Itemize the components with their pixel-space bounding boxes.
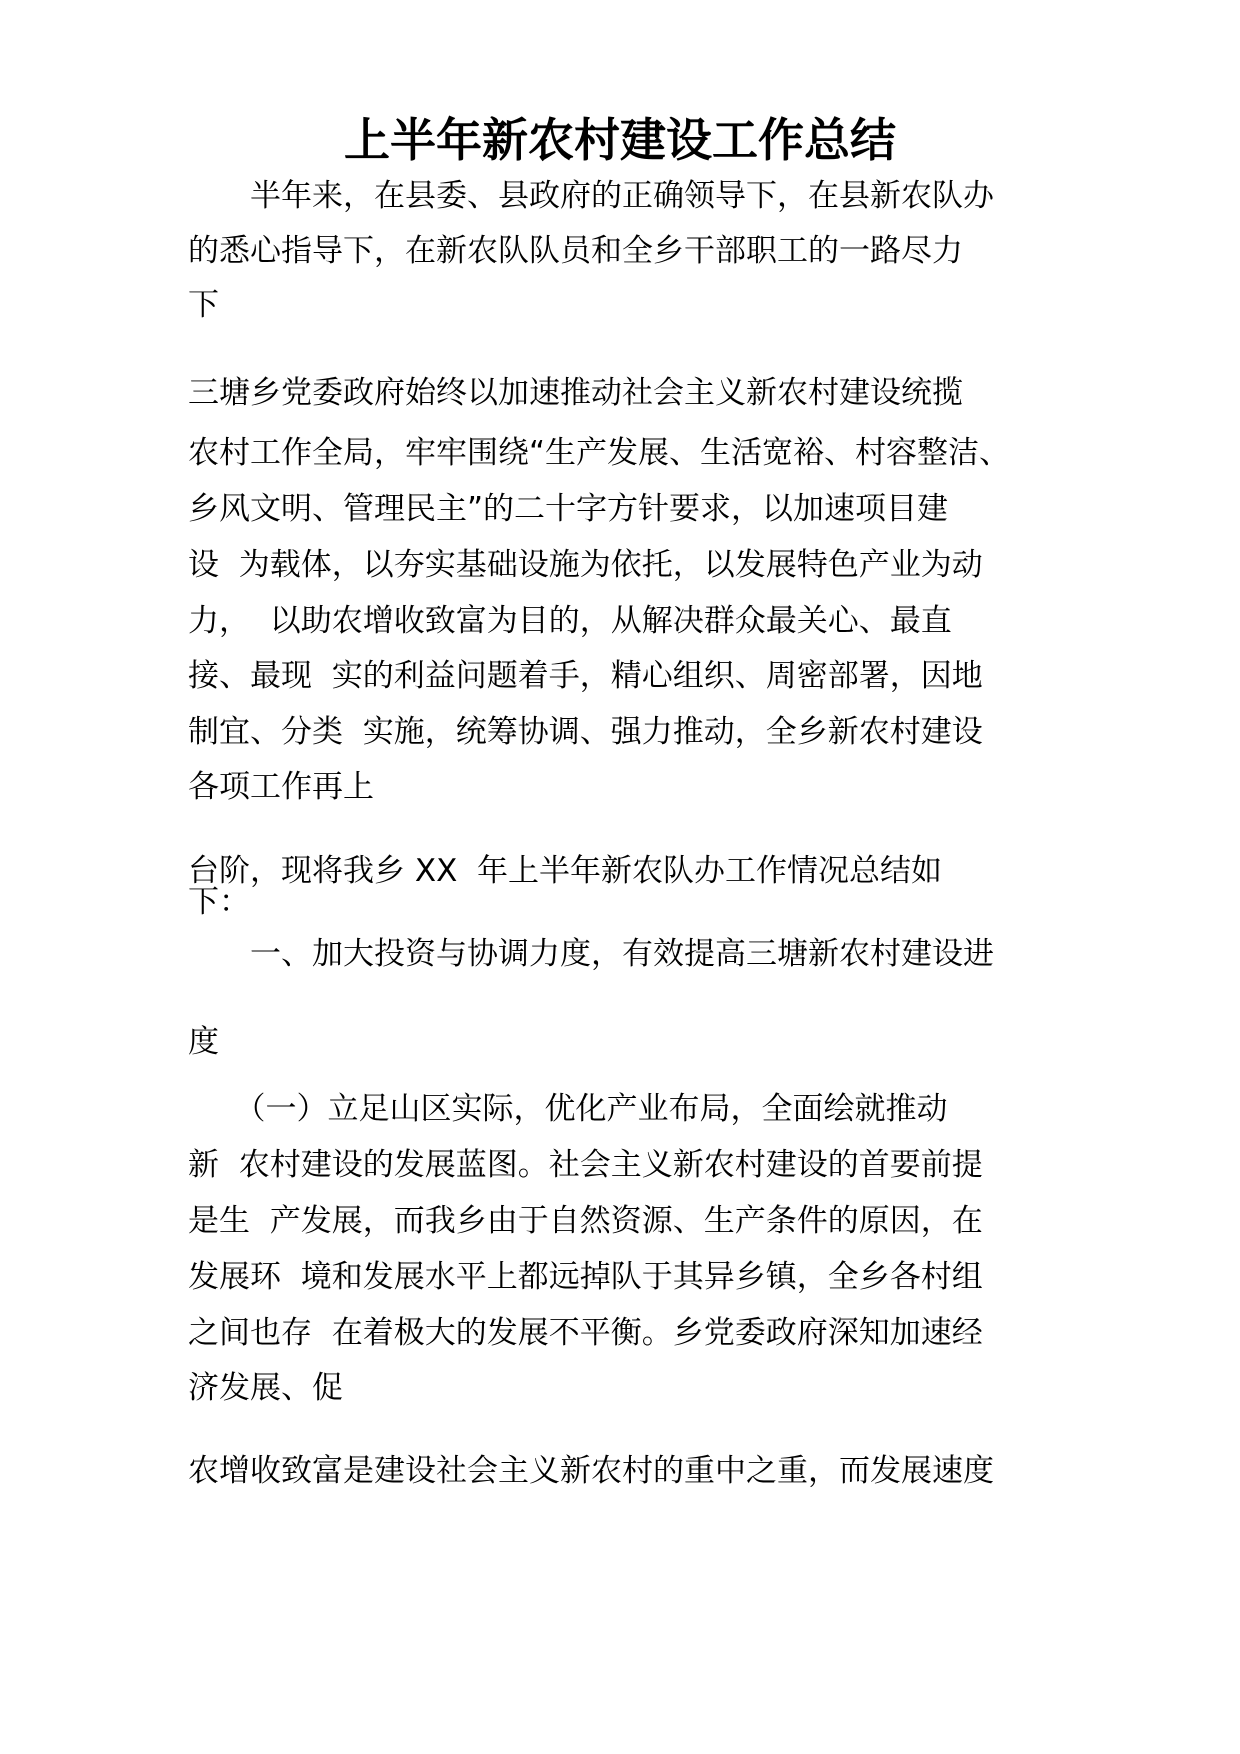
- body-line: 农增收致富是建设社会主义新农村的重中之重，而发展速度: [188, 1453, 994, 1489]
- body-line: 下: [188, 287, 219, 323]
- body-line: 发展环 境和发展水平上都远掉队于其异乡镇，全乡各村组: [188, 1259, 983, 1295]
- body-line: 设 为载体，以夯实基础设施为依托，以发展特色产业为动: [188, 547, 983, 583]
- body-line: 之间也存 在着极大的发展不平衡。乡党委政府深知加速经: [188, 1315, 983, 1351]
- section-heading: 度: [188, 1024, 219, 1060]
- body-line: 是生 产发展，而我乡由于自然资源、生产条件的原因，在: [188, 1203, 983, 1239]
- body-line: 各项工作再上: [188, 769, 374, 805]
- body-line: 乡风文明、管理民主”的二十字方针要求，以加速项目建: [188, 491, 949, 527]
- body-line: （一）立足山区实际，优化产业布局，全面绘就推动: [188, 1091, 948, 1127]
- body-line: 半年来，在县委、县政府的正确领导下，在县新农队办: [188, 178, 994, 214]
- document-title: 上半年新农村建设工作总结: [344, 113, 896, 167]
- body-line: 力， 以助农增收致富为目的，从解决群众最关心、最直: [188, 603, 952, 639]
- body-line: 台阶，现将我乡 XX 年上半年新农队办工作情况总结如: [188, 853, 943, 889]
- body-line: 接、最现 实的利益问题着手，精心组织、周密部署，因地: [188, 658, 983, 694]
- body-line: 农村工作全局，牢牢围绕“生产发展、生活宽裕、村容整洁、: [188, 435, 1011, 471]
- body-line: 济发展、促: [188, 1370, 343, 1406]
- body-line: 下：: [188, 884, 250, 920]
- body-line: 制宜、分类 实施，统筹协调、强力推动，全乡新农村建设: [188, 714, 983, 750]
- body-line: 新 农村建设的发展蓝图。社会主义新农村建设的首要前提: [188, 1147, 983, 1183]
- section-heading: 一、加大投资与协调力度，有效提高三塘新农村建设进: [188, 936, 994, 972]
- body-line: 三塘乡党委政府始终以加速推动社会主义新农村建设统揽: [188, 375, 963, 411]
- body-line: 的悉心指导下，在新农队队员和全乡干部职工的一路尽力: [188, 233, 963, 269]
